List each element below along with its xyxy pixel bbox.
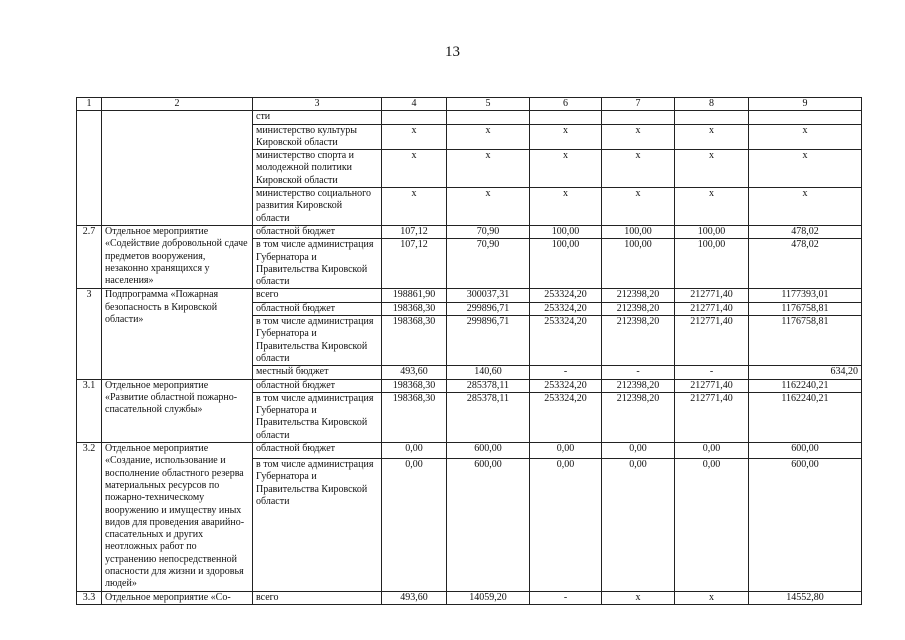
value-cell: x	[602, 188, 675, 226]
value-cell: 1177393,01	[749, 289, 862, 302]
event-name-cell	[102, 111, 253, 226]
column-header: 9	[749, 98, 862, 111]
value-cell: 299896,71	[447, 316, 530, 366]
value-cell: 0,00	[602, 443, 675, 459]
value-cell: 0,00	[602, 459, 675, 592]
value-cell: 0,00	[382, 443, 447, 459]
value-cell: 1162240,21	[749, 392, 862, 442]
value-cell: x	[602, 591, 675, 604]
funding-source-cell: в том числе администрация Губернатора и Правительства Кировской области	[253, 239, 382, 289]
value-cell: x	[382, 188, 447, 226]
value-cell: 1176758,81	[749, 316, 862, 366]
value-cell: 285378,11	[447, 392, 530, 442]
table-row	[77, 225, 862, 238]
value-cell: -	[675, 366, 749, 379]
event-name-cell: Отдельное мероприятие «Со-	[102, 591, 253, 604]
value-cell: 634,20	[749, 366, 862, 379]
funding-source-cell: министерство культуры Кировской области	[253, 124, 382, 150]
value-cell: 212398,20	[602, 289, 675, 302]
value-cell: 140,60	[447, 366, 530, 379]
row-number-cell: 3.3	[77, 591, 102, 604]
value-cell: x	[447, 188, 530, 226]
value-cell: 212771,40	[675, 289, 749, 302]
value-cell: 0,00	[675, 459, 749, 592]
value-cell: 0,00	[675, 443, 749, 459]
value-cell: x	[675, 150, 749, 188]
value-cell: 600,00	[447, 459, 530, 592]
funding-source-cell: областной бюджет	[253, 225, 382, 238]
page-number: 13	[445, 44, 460, 60]
value-cell: 285378,11	[447, 379, 530, 392]
funding-source-cell: всего	[253, 289, 382, 302]
value-cell: 253324,20	[530, 302, 602, 315]
column-header: 3	[253, 98, 382, 111]
value-cell: x	[602, 150, 675, 188]
value-cell: x	[675, 124, 749, 150]
value-cell: 0,00	[530, 443, 602, 459]
value-cell: x	[675, 188, 749, 226]
row-number-cell: 3	[77, 289, 102, 379]
event-name-cell: Отдельное мероприятие «Содействие добровольной сдаче предметов вооружения, незаконно хранящихся у населения»	[102, 225, 253, 288]
value-cell: x	[382, 150, 447, 188]
column-header: 6	[530, 98, 602, 111]
value-cell: 198368,30	[382, 316, 447, 366]
value-cell: -	[530, 366, 602, 379]
value-cell: 600,00	[447, 443, 530, 459]
value-cell: 70,90	[447, 225, 530, 238]
row-number-cell: 2.7	[77, 225, 102, 288]
table-row	[77, 443, 862, 459]
column-header: 4	[382, 98, 447, 111]
value-cell: 100,00	[675, 239, 749, 289]
value-cell: 0,00	[382, 459, 447, 592]
value-cell: 300037,31	[447, 289, 530, 302]
table-row	[77, 379, 862, 392]
funding-source-cell: министерство социального развития Кировской области	[253, 188, 382, 226]
value-cell: x	[749, 188, 862, 226]
value-cell: 0,00	[530, 459, 602, 592]
value-cell: 600,00	[749, 459, 862, 592]
value-cell: 1162240,21	[749, 379, 862, 392]
value-cell: x	[530, 150, 602, 188]
budget-table	[76, 97, 862, 605]
table-row	[77, 289, 862, 302]
value-cell: 253324,20	[530, 379, 602, 392]
value-cell: x	[447, 150, 530, 188]
value-cell: 600,00	[749, 443, 862, 459]
funding-source-cell: в том числе администрация Губернатора и Правительства Кировской области	[253, 316, 382, 366]
value-cell: 100,00	[530, 225, 602, 238]
value-cell: 100,00	[602, 239, 675, 289]
value-cell: 478,02	[749, 239, 862, 289]
value-cell: 299896,71	[447, 302, 530, 315]
value-cell: 14059,20	[447, 591, 530, 604]
value-cell: 198368,30	[382, 302, 447, 315]
value-cell: -	[530, 591, 602, 604]
value-cell: 212771,40	[675, 379, 749, 392]
funding-source-cell: в том числе администрация Губернатора и Правительства Кировской области	[253, 459, 382, 592]
value-cell: 198368,30	[382, 392, 447, 442]
funding-source-cell: министерство спорта и молодежной политики Кировской области	[253, 150, 382, 188]
column-header: 5	[447, 98, 530, 111]
value-cell: 212771,40	[675, 392, 749, 442]
value-cell: 100,00	[675, 225, 749, 238]
value-cell: 107,12	[382, 239, 447, 289]
value-cell: 198861,90	[382, 289, 447, 302]
value-cell: 100,00	[530, 239, 602, 289]
value-cell: 212398,20	[602, 392, 675, 442]
value-cell: x	[602, 124, 675, 150]
column-header: 8	[675, 98, 749, 111]
column-header: 7	[602, 98, 675, 111]
value-cell: 478,02	[749, 225, 862, 238]
value-cell: -	[602, 366, 675, 379]
table-row	[77, 111, 862, 124]
value-cell: 14552,80	[749, 591, 862, 604]
event-name-cell: Отдельное мероприятие «Развитие областной пожарно-спасательной службы»	[102, 379, 253, 442]
value-cell: 212398,20	[602, 379, 675, 392]
value-cell: 253324,20	[530, 316, 602, 366]
value-cell: 70,90	[447, 239, 530, 289]
funding-source-cell: сти	[253, 111, 382, 124]
funding-source-cell: областной бюджет	[253, 379, 382, 392]
event-name-cell: Подпрограмма «Пожарная безопасность в Кировской области»	[102, 289, 253, 379]
value-cell: 1176758,81	[749, 302, 862, 315]
value-cell: x	[749, 124, 862, 150]
value-cell: x	[530, 124, 602, 150]
value-cell: x	[530, 188, 602, 226]
value-cell: 107,12	[382, 225, 447, 238]
value-cell: 198368,30	[382, 379, 447, 392]
funding-source-cell: всего	[253, 591, 382, 604]
value-cell: 212771,40	[675, 316, 749, 366]
value-cell: 253324,20	[530, 289, 602, 302]
funding-source-cell: в том числе администрация Губернатора и Правительства Кировской области	[253, 392, 382, 442]
value-cell: x	[447, 124, 530, 150]
row-number-cell: 3.1	[77, 379, 102, 442]
value-cell: 212398,20	[602, 302, 675, 315]
value-cell: x	[382, 124, 447, 150]
value-cell: x	[749, 150, 862, 188]
value-cell: x	[675, 591, 749, 604]
funding-source-cell: местный бюджет	[253, 366, 382, 379]
value-cell: 212398,20	[602, 316, 675, 366]
column-header: 1	[77, 98, 102, 111]
row-number-cell	[77, 111, 102, 226]
value-cell: 212771,40	[675, 302, 749, 315]
column-header: 2	[102, 98, 253, 111]
value-cell: 493,60	[382, 591, 447, 604]
column-number-row	[77, 98, 862, 111]
value-cell: 253324,20	[530, 392, 602, 442]
value-cell: 493,60	[382, 366, 447, 379]
row-number-cell: 3.2	[77, 443, 102, 592]
funding-source-cell: областной бюджет	[253, 302, 382, 315]
value-cell: 100,00	[602, 225, 675, 238]
funding-source-cell: областной бюджет	[253, 443, 382, 459]
table-row	[77, 591, 862, 604]
event-name-cell: Отдельное мероприятие «Создание, использование и восполнение областного резерва материальных ресурсов по пожарно-техническому вооружению и имуществу иных видов для проведения аварийно-спасательных и других неотложных работ по устранению непосредственной опасности для жизни и здоровья людей»	[102, 443, 253, 592]
